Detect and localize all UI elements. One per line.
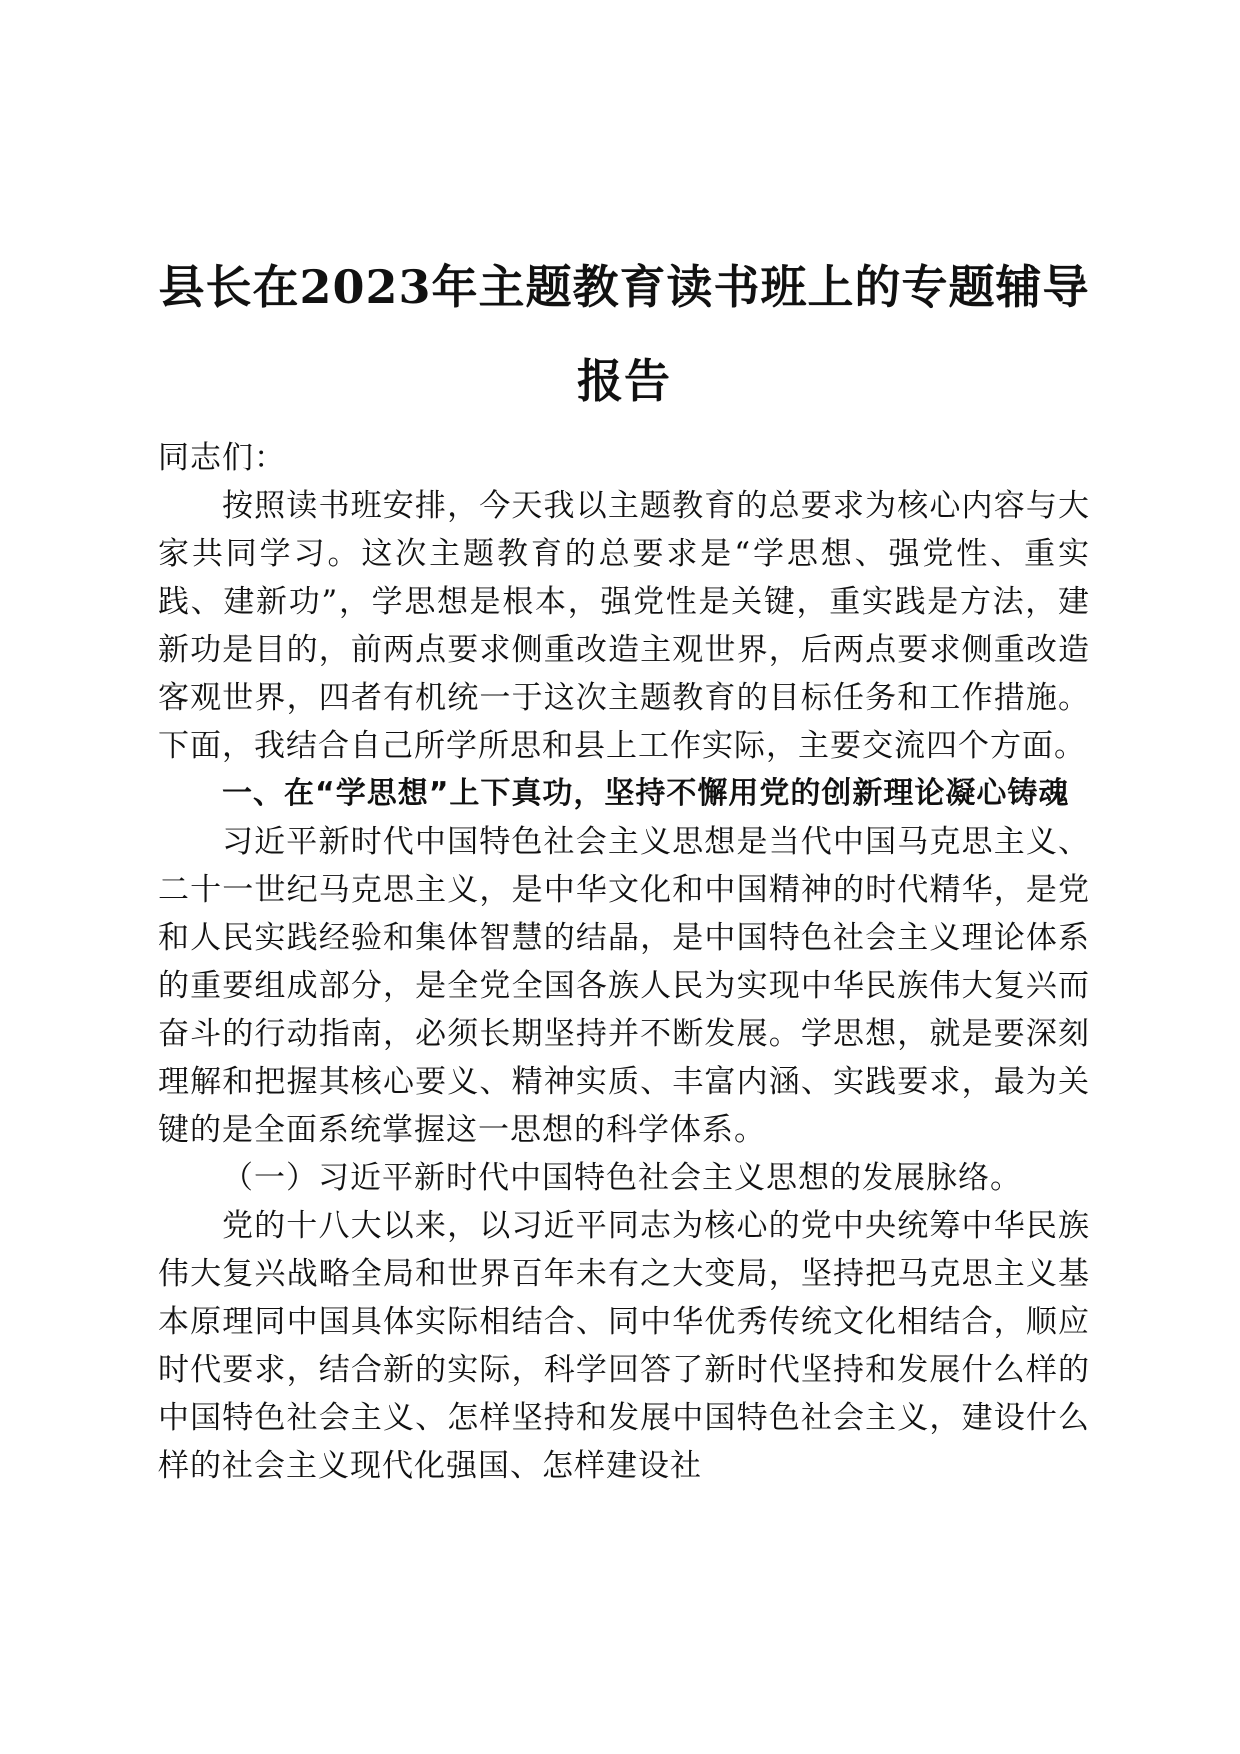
section-heading-1: 一、在“学思想”上下真功，坚持不懈用党的创新理论凝心铸魂: [222, 776, 1070, 811]
salutation: 同志们：: [158, 440, 286, 476]
document-title: [158, 240, 1090, 428]
subsection-heading-1: （一）习近平新时代中国特色社会主义思想的发展脉络。: [222, 1160, 1022, 1196]
paragraph-subsection1: 党的十八大以来，以习近平同志为核心的党中央统筹中华民族伟大复兴战略全局和世界百年未有之大变局，坚持把马克思主义基本原理同中国具体实际相结合、同中华优秀传统文化相结合，顺应时代要求，结合新的实际，科学回答了新时代坚持和发展什么样的中国特色社会主义、怎样坚持和发展中国特色社会主义，建设什么样的社会主义现代化强国、怎样建设社: [158, 1208, 1090, 1484]
title-line-1: 县长在2023年主题教育读书班上的专题辅导: [158, 260, 1090, 314]
title-line-2: 报告: [577, 354, 671, 408]
document-content: [158, 240, 1090, 1490]
paragraph-section1: 习近平新时代中国特色社会主义思想是当代中国马克思主义、二十一世纪马克思主义，是中华文化和中国精神的时代精华，是党和人民实践经验和集体智慧的结晶，是中国特色社会主义理论体系的重要组成部分，是全党全国各族人民为实现中华民族伟大复兴而奋斗的行动指南，必须长期坚持并不断发展。学思想，就是要深刻理解和把握其核心要义、精神实质、丰富内涵、实践要求，最为关键的是全面系统掌握这一思想的科学体系。: [158, 824, 1090, 1148]
paragraph-intro: 按照读书班安排，今天我以主题教育的总要求为核心内容与大家共同学习。这次主题教育的总要求是“学思想、强党性、重实践、建新功”，学思想是根本，强党性是关键，重实践是方法，建新功是目的，前两点要求侧重改造主观世界，后两点要求侧重改造客观世界，四者有机统一于这次主题教育的目标任务和工作措施。下面，我结合自己所学所思和县上工作实际，主要交流四个方面。: [158, 488, 1090, 764]
